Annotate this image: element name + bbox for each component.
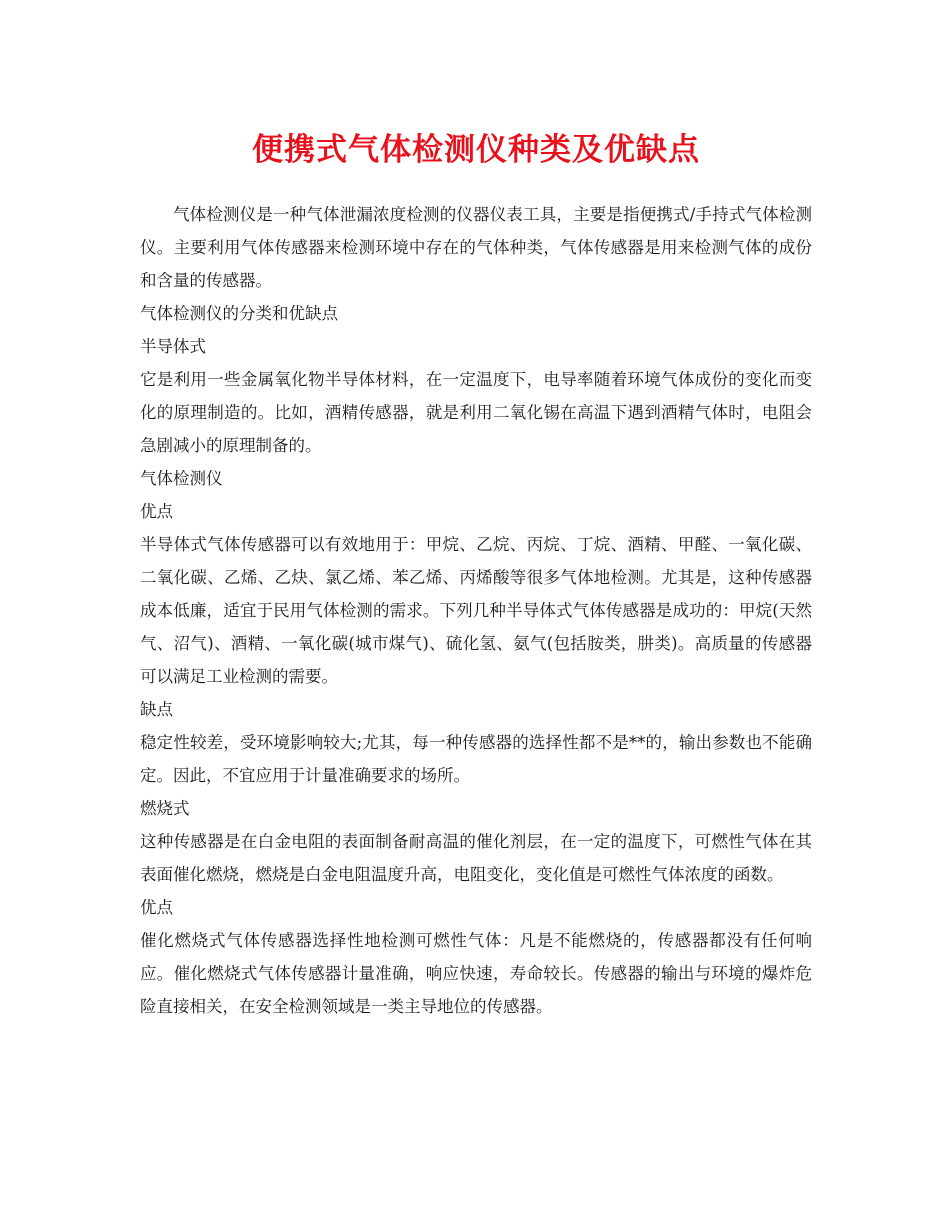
- heading-classification: 气体检测仪的分类和优缺点: [140, 304, 338, 323]
- heading-disadvantages: 缺点: [140, 700, 173, 719]
- paragraph-combustion-advantages: 催化燃烧式气体传感器选择性地检测可燃性气体：凡是不能燃烧的，传感器都没有任何响应。催化燃烧式气体传感器计量准确，响应快速，寿命较长。传感器的输出与环境的爆炸危险直接相关，在安全检测领域是一类主导地位的传感器。: [140, 931, 812, 1016]
- document-body: [140, 198, 812, 1023]
- document-title: 便携式气体检测仪种类及优缺点: [252, 132, 700, 168]
- paragraph-combustion-principle: 这种传感器是在白金电阻的表面制备耐高温的催化剂层，在一定的温度下，可燃性气体在其表面催化燃烧，燃烧是白金电阻温度升高，电阻变化，变化值是可燃性气体浓度的函数。: [140, 832, 812, 884]
- paragraph-semiconductor-advantages: 半导体式气体传感器可以有效地用于：甲烷、乙烷、丙烷、丁烷、酒精、甲醛、一氧化碳、二氧化碳、乙烯、乙炔、氯乙烯、苯乙烯、丙烯酸等很多气体地检测。尤其是，这种传感器成本低廉，适宜于民用气体检测的需求。下列几种半导体式气体传感器是成功的：甲烷(天然气、沼气)、酒精、一氧化碳(城市煤气)、硫化氢、氨气(包括胺类，肼类)。高质量的传感器可以满足工业检测的需要。: [140, 535, 812, 686]
- heading-gas-detector: 气体检测仪: [140, 469, 223, 488]
- heading-advantages-semiconductor: 优点: [140, 502, 173, 521]
- paragraph-intro: 气体检测仪是一种气体泄漏浓度检测的仪器仪表工具，主要是指便携式/手持式气体检测仪。主要利用气体传感器来检测环境中存在的气体种类，气体传感器是用来检测气体的成份和含量的传感器。: [140, 205, 812, 290]
- heading-semiconductor: 半导体式: [140, 337, 206, 356]
- paragraph-semiconductor-disadvantages: 稳定性较差，受环境影响较大;尤其，每一种传感器的选择性都不是**的，输出参数也不能确定。因此，不宜应用于计量准确要求的场所。: [140, 733, 812, 785]
- heading-combustion: 燃烧式: [140, 799, 190, 818]
- document-page: [140, 0, 812, 1023]
- heading-advantages-combustion: 优点: [140, 898, 173, 917]
- paragraph-semiconductor-principle: 它是利用一些金属氧化物半导体材料，在一定温度下，电导率随着环境气体成份的变化而变化的原理制造的。比如，酒精传感器，就是利用二氧化锡在高温下遇到酒精气体时，电阻会急剧减小的原理制备的。: [140, 370, 812, 455]
